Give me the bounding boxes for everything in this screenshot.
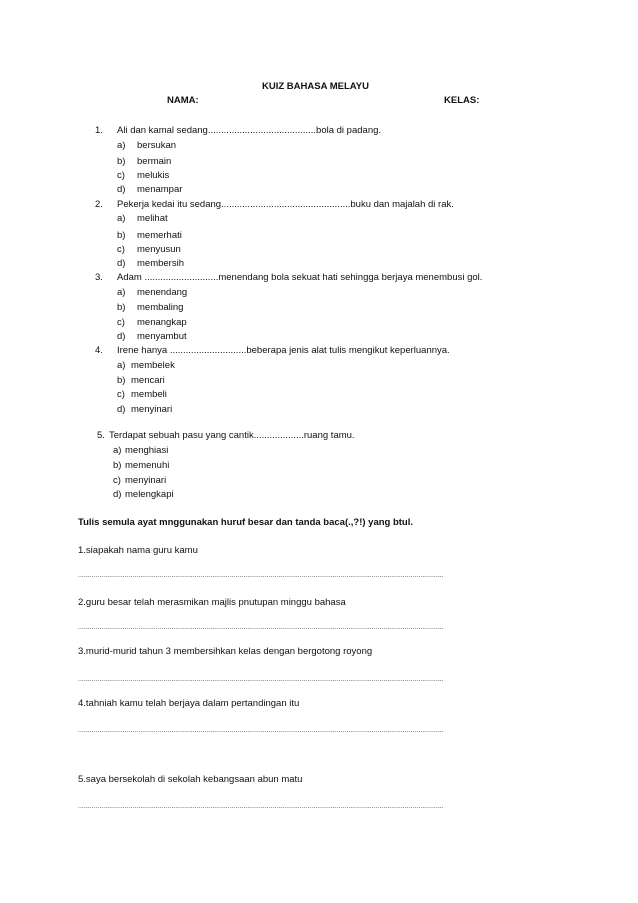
- option-letter: c): [117, 389, 125, 400]
- option-letter: b): [113, 460, 122, 471]
- option-letter: d): [117, 331, 126, 342]
- option-letter: a): [113, 445, 122, 456]
- rewrite-item-1: 1.siapakah nama guru kamu: [78, 545, 198, 556]
- question-number: 1.: [95, 125, 103, 136]
- question-text: Ali dan kamal sedang.........................................bola di padang.: [117, 125, 382, 136]
- option-text: memenuhi: [125, 460, 170, 471]
- question-text: Terdapat sebuah pasu yang cantik...................ruang tamu.: [109, 430, 355, 441]
- option-text: melihat: [137, 213, 168, 224]
- option-letter: d): [117, 184, 126, 195]
- option-text: membaling: [137, 302, 184, 313]
- option-letter: d): [117, 404, 126, 415]
- question-text: Irene hanya .............................beberapa jenis alat tulis mengikut keperluannya.: [117, 345, 450, 356]
- option-letter: a): [117, 287, 126, 298]
- option-letter: c): [117, 317, 125, 328]
- kelas-label: KELAS:: [444, 95, 480, 106]
- option-letter: c): [117, 244, 125, 255]
- option-text: membersih: [137, 258, 184, 269]
- answer-line-5[interactable]: ............................................................................................................................................................................................: [78, 803, 444, 810]
- option-text: membelek: [131, 360, 175, 371]
- option-text: menampar: [137, 184, 183, 195]
- option-text: bermain: [137, 156, 172, 167]
- option-text: melengkapi: [125, 489, 174, 500]
- option-text: menyinari: [125, 475, 167, 486]
- option-letter: d): [113, 489, 122, 500]
- option-text: menyinari: [131, 404, 173, 415]
- option-text: menendang: [137, 287, 188, 298]
- option-text: menangkap: [137, 317, 187, 328]
- page-title: KUIZ BAHASA MELAYU: [262, 81, 369, 92]
- answer-line-4[interactable]: ............................................................................................................................................................................................: [78, 727, 444, 734]
- rewrite-item-2: 2.guru besar telah merasmikan majlis pnutupan minggu bahasa: [78, 597, 346, 608]
- option-text: menyambut: [137, 331, 187, 342]
- question-text: Pekerja kedai itu sedang.................................................buku dan majalah di rak.: [117, 199, 454, 210]
- question-number: 4.: [95, 345, 103, 356]
- option-letter: c): [117, 170, 125, 181]
- option-text: bersukan: [137, 140, 177, 151]
- rewrite-item-5: 5.saya bersekolah di sekolah kebangsaan abun matu: [78, 774, 303, 785]
- option-letter: c): [113, 475, 121, 486]
- option-text: membeli: [131, 389, 167, 400]
- option-text: memerhati: [137, 230, 182, 241]
- question-text: Adam ............................menendang bola sekuat hati sehingga berjaya menembusi gol.: [117, 272, 483, 283]
- answer-line-3[interactable]: ............................................................................................................................................................................................: [78, 676, 444, 683]
- option-letter: b): [117, 230, 126, 241]
- option-letter: a): [117, 360, 126, 371]
- option-letter: b): [117, 302, 126, 313]
- option-text: melukis: [137, 170, 170, 181]
- option-text: mencari: [131, 375, 165, 386]
- question-number: 5.: [97, 430, 105, 441]
- option-letter: a): [117, 213, 126, 224]
- nama-label: NAMA:: [167, 95, 199, 106]
- option-text: menghiasi: [125, 445, 169, 456]
- option-text: menyusun: [137, 244, 181, 255]
- answer-line-2[interactable]: ............................................................................................................................................................................................: [78, 624, 444, 631]
- section-instruction: Tulis semula ayat mnggunakan huruf besar dan tanda baca(.,?!) yang btul.: [78, 517, 414, 528]
- question-number: 2.: [95, 199, 103, 210]
- option-letter: b): [117, 156, 126, 167]
- option-letter: a): [117, 140, 126, 151]
- answer-line-1[interactable]: ............................................................................................................................................................................................: [78, 572, 444, 579]
- rewrite-item-3: 3.murid-murid tahun 3 membersihkan kelas dengan bergotong royong: [78, 646, 373, 657]
- option-letter: b): [117, 375, 126, 386]
- rewrite-item-4: 4.tahniah kamu telah berjaya dalam pertandingan itu: [78, 698, 300, 709]
- option-letter: d): [117, 258, 126, 269]
- question-number: 3.: [95, 272, 103, 283]
